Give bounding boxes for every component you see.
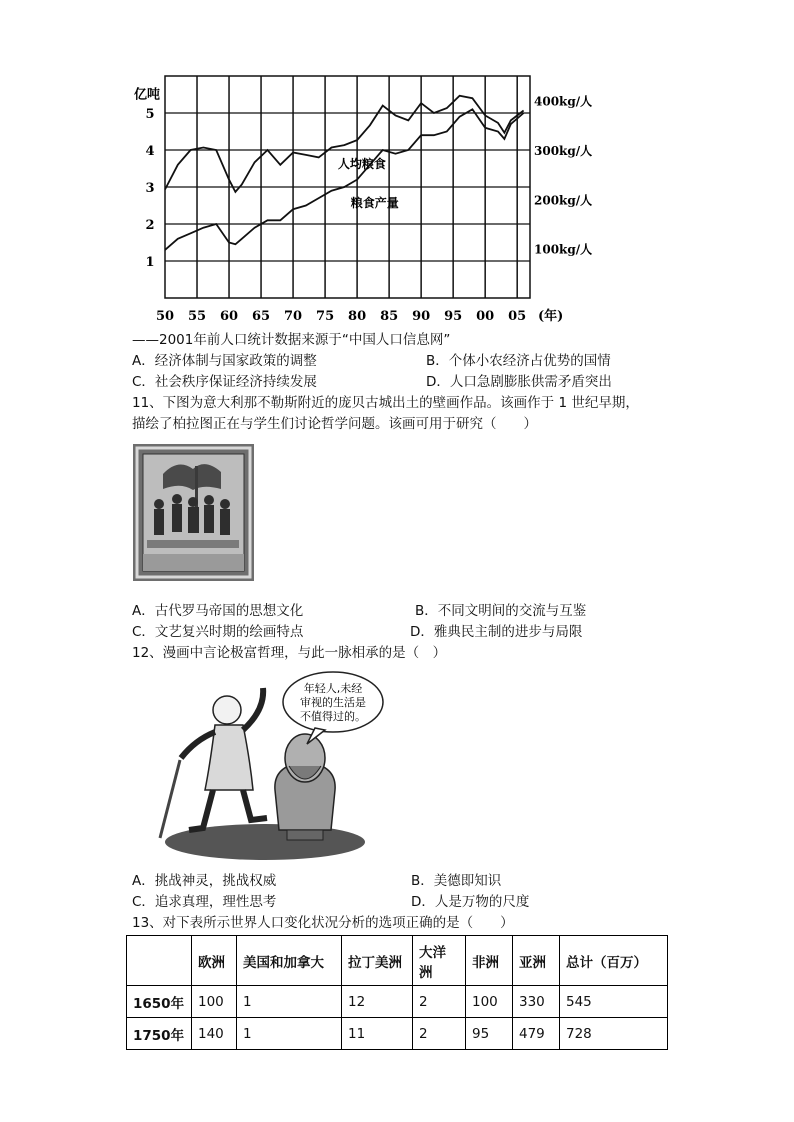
row-label: 1750年 xyxy=(127,1018,192,1050)
bubble-line-2: 审视的生活是 xyxy=(300,696,366,709)
row-label: 1650年 xyxy=(127,986,192,1018)
x-tick-label: 80 xyxy=(348,309,367,324)
q11-option-b[interactable]: B．不同文明间的交流与互鉴 xyxy=(415,603,587,619)
header-cell: 总计（百万） xyxy=(560,936,668,986)
table-cell: 330 xyxy=(513,986,560,1018)
bubble-line-1: 年轻人,未经 xyxy=(303,682,363,695)
x-tick-label: 50 xyxy=(155,309,175,324)
y-right-tick-label: 100kg/人 xyxy=(534,242,593,257)
q10-option-a[interactable]: A．经济体制与国家政策的调整 xyxy=(132,353,317,369)
q11-stem-line2: 描绘了柏拉图正在与学生们讨论哲学问题。该画可用于研究（ ） xyxy=(132,416,537,432)
x-tick-label: 60 xyxy=(219,309,239,324)
x-axis-unit: (年) xyxy=(538,309,564,324)
q11-option-c[interactable]: C．文艺复兴时期的绘画特点 xyxy=(132,624,304,640)
x-tick-label: 55 xyxy=(187,309,207,324)
grain-chart xyxy=(134,66,610,328)
population-table xyxy=(126,935,668,1050)
header-cell: 非洲 xyxy=(466,936,513,986)
table-cell: 728 xyxy=(560,1018,668,1050)
source-note: ——2001年前人口统计数据来源于“中国人口信息网” xyxy=(132,332,451,348)
table-cell: 1 xyxy=(237,1018,342,1050)
table-cell: 2 xyxy=(413,1018,466,1050)
table-cell: 545 xyxy=(560,986,668,1018)
q10-option-d[interactable]: D．人口急剧膨胀供需矛盾突出 xyxy=(426,374,612,390)
y-right-tick-label: 200kg/人 xyxy=(534,193,593,208)
x-tick-label: 75 xyxy=(316,309,335,324)
pompeii-mosaic-image xyxy=(133,444,254,581)
header-cell: 美国和加拿大 xyxy=(237,936,342,986)
q12-option-c[interactable]: C．追求真理，理性思考 xyxy=(132,894,277,910)
y-right-tick-label: 300kg/人 xyxy=(534,144,593,158)
q11-option-a[interactable]: A．古代罗马帝国的思想文化 xyxy=(132,603,304,619)
x-tick-label: 85 xyxy=(380,309,399,324)
header-cell: 亚洲 xyxy=(513,936,560,986)
header-cell: 拉丁美洲 xyxy=(342,936,413,986)
y-right-tick-label: 400kg/人 xyxy=(534,94,593,109)
q10-option-b[interactable]: B．个体小农经济占优势的国情 xyxy=(426,353,611,369)
x-tick-label: 95 xyxy=(444,309,463,324)
bubble-line-3: 不值得过的。 xyxy=(300,710,366,723)
series-label-per-capita: 人均粮食 xyxy=(337,157,386,171)
q12-option-b[interactable]: B．美德即知识 xyxy=(411,873,502,889)
table-cell: 1 xyxy=(237,986,342,1018)
q10-option-c[interactable]: C．社会秩序保证经济持续发展 xyxy=(132,374,317,390)
header-cell: 欧洲 xyxy=(192,936,237,986)
x-tick-label: 00 xyxy=(476,309,495,324)
y-left-tick-label: 5 xyxy=(145,107,155,122)
y-left-unit: 亿吨 xyxy=(134,87,161,103)
x-tick-label: 70 xyxy=(284,309,303,324)
y-left-tick-label: 4 xyxy=(145,144,155,159)
socrates-cartoon-image xyxy=(155,670,375,865)
y-left-tick-label: 1 xyxy=(145,255,155,270)
table-cell: 11 xyxy=(342,1018,413,1050)
q11-option-d[interactable]: D．雅典民主制的进步与局限 xyxy=(410,624,583,640)
table-cell: 95 xyxy=(466,1018,513,1050)
q12-option-a[interactable]: A．挑战神灵，挑战权威 xyxy=(132,873,277,889)
table-cell: 479 xyxy=(513,1018,560,1050)
table-cell: 100 xyxy=(466,986,513,1018)
q11-stem-line1: 11、下图为意大利那不勒斯附近的庞贝古城出土的壁画作品。该画作于 1 世纪早期， xyxy=(132,395,639,411)
x-tick-label: 65 xyxy=(252,309,271,324)
q12-option-d[interactable]: D．人是万物的尺度 xyxy=(411,894,530,910)
x-tick-label: 05 xyxy=(508,309,527,324)
table-cell: 12 xyxy=(342,986,413,1018)
y-left-tick-label: 2 xyxy=(145,218,155,233)
table-cell: 2 xyxy=(413,986,466,1018)
table-cell: 140 xyxy=(192,1018,237,1050)
q12-stem: 12、漫画中言论极富哲理，与此一脉相承的是（ ） xyxy=(132,645,447,661)
header-cell: 大洋洲 xyxy=(413,936,466,986)
table-row xyxy=(127,986,668,1018)
q13-stem: 13、对下表所示世界人口变化状况分析的选项正确的是（ ） xyxy=(132,915,514,931)
header-cell xyxy=(127,936,192,986)
table-row xyxy=(127,1018,668,1050)
y-left-tick-label: 3 xyxy=(145,181,155,196)
grain-output-line xyxy=(165,109,524,250)
series-label-output: 粮食产量 xyxy=(350,196,399,210)
x-tick-label: 90 xyxy=(412,309,431,324)
table-header-row xyxy=(127,936,668,986)
table-cell: 100 xyxy=(192,986,237,1018)
